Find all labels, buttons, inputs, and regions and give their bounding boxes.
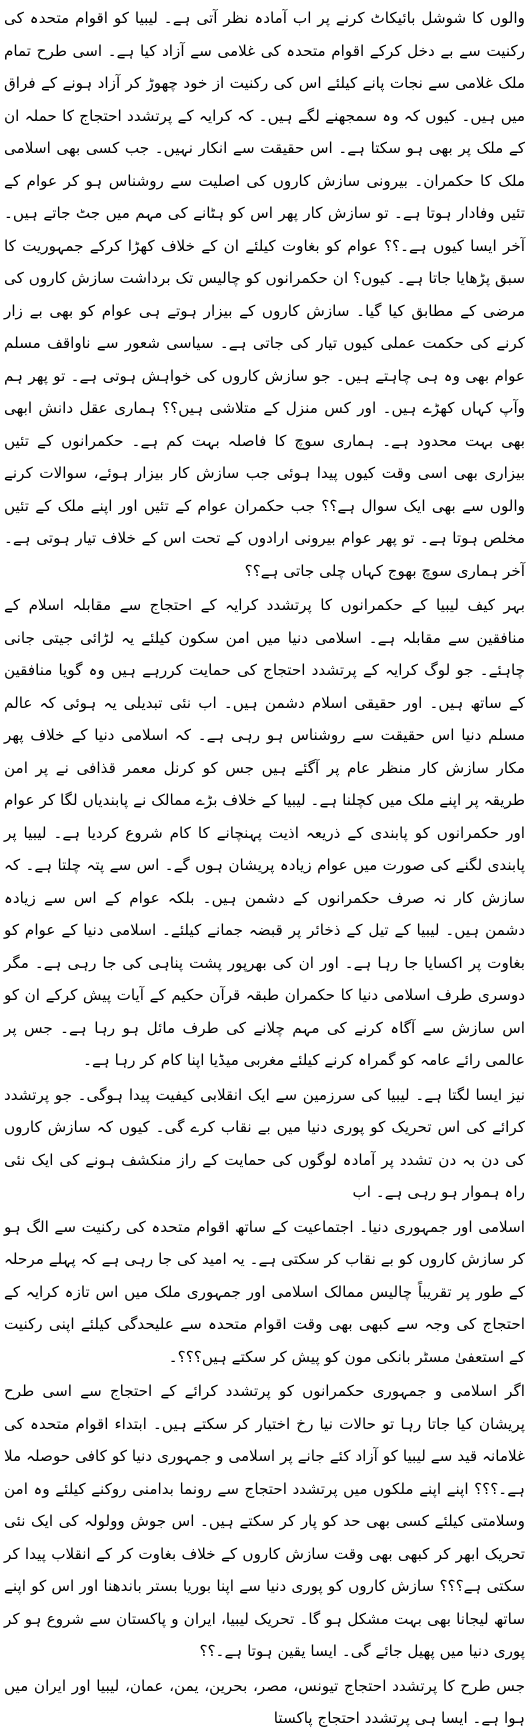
article-paragraph: اگر اسلامی و جمہوری حکمرانوں کو پرتشدد کرائے کے احتجاج سے اسی طرح پریشان کیا جاتا رہا تو حالات نیا رخ اختیار کر سکتے ہیں۔ ابتداء اقوام متحدہ کی غلامانہ قید سے لیبیا کو آزاد کئے جانے پر اسلامی و جمہوری دنیا کو کافی حوصلہ ملا ہے۔؟؟؟ اپنے اپنے ملکوں میں پرتشدد احتجاج سے رونما بدامنی روکنے کیلئے وہ امن وسلامتی کیلئے کسی بھی حد کو پار کر سکتے ہیں۔ اس جوش وولولہ کی ایک نئی تحریک ابھر کر کبھی بھی وقت سازش کاروں کے خلاف بغاوت کر کے انقلاب پیدا کر سکتی ہے؟؟؟ سازش کاروں کو پوری دنیا سے اپنا بوریا بستر باندھنا اور اس کو اپنے ساتھ لیجانا بھی بہت مشکل ہو گا۔ تحریک لیبیا، ایران و پاکستان سے شروع ہو کر پوری دنیا میں پھیل جائے گی۔ ایسا یقین ہوتا ہے۔؟؟ [4,1382,525,1660]
article-paragraph: جس طرح کا پرتشدد احتجاج تیونس، مصر، بحرین، یمن، عمان، لیبیا اور ایران میں ہوا ہے۔ ایسا ہی پرتشدد احتجاج پاکستا [4,1676,525,1727]
article-page [4,2,525,1727]
article-paragraph: والوں کا شوشل بائیکاٹ کرنے پر اب آمادہ نظر آتی ہے۔ لیبیا کو اقوام متحدہ کی رکنیت سے بے دخل کرکے اقوام متحدہ کی غلامی سے آزاد کیا ہے۔ اسی طرح تمام ملک غلامی سے نجات پانے کیلئے اس کی رکنیت از خود چھوڑ کر آزاد ہونے کے فراق میں ہیں۔ کیوں کہ وہ سمجھنے لگے ہیں۔ کہ کرایہ کے پرتشدد احتجاج کا حملہ ان کے ملک پر بھی ہو سکتا ہے۔ اس حقیقت سے انکار نہیں۔ جب کسی بھی اسلامی ملک کا حکمران۔ بیرونی سازش کاروں کی اصلیت سے روشناس ہو کر عوام کے تئیں وفادار ہوتا ہے۔ تو سازش کار پھر اس کو ہٹانے کی مہم میں جٹ جاتے ہیں۔ آخر ایسا کیوں ہے۔؟؟ عوام کو بغاوت کیلئے ان کے خلاف کھڑا کرکے جمہوریت کا سبق پڑھایا جاتا ہے۔ کیوں؟ ان حکمرانوں کو چالیس تک برداشت سازش کاروں کی مرضی کے مطابق کیا گیا۔ سازش کاروں کے بیزار ہوتے ہی عوام کو بھی بے زار کرنے کی حکمت عملی کیوں تیار کی جاتی ہے۔ سیاسی شعور سے ناواقف مسلم عوام بھی وہ ہی چاہتے ہیں۔ جو سازش کاروں کی خواہش ہوتی ہے۔ تو پھر ہم وآپ کہاں کھڑے ہیں۔ اور کس منزل کے متلاشی ہیں؟؟ ہماری عقل دانش ابھی بھی بہت محدود ہے۔ ہماری سوچ کا فاصلہ بہت کم ہے۔ حکمرانوں کے تئیں بیزاری بھی اسی وقت کیوں پیدا ہوئی جب سازش کار بیزار ہوئے، سوالات کرنے والوں سے بھی ایک سوال ہے؟؟ جب حکمران عوام کے تئیں اور اپنے ملک کے تئیں مخلص ہوتا ہے۔ تو پھر عوام بیرونی ارادوں کے تحت اس کے خلاف تیار ہوتی ہے۔ آخر ہماری سوچ بھوج کہاں چلی جاتی ہے؟؟ [4,9,525,580]
article-paragraph: بہر کیف لیبیا کے حکمرانوں کا پرتشدد کرایہ کے احتجاج سے مقابلہ اسلام کے منافقین سے مقابلہ ہے۔ اسلامی دنیا میں امن سکون کیلئے یہ لڑائی جیتی جانی چاہئے۔ جو لوگ کرایہ کے پرتشدد احتجاج کی حمایت کررہے ہیں وہ گویا منافقین کے ساتھ ہیں۔ اور حقیقی اسلام دشمن ہیں۔ اب نئی تبدیلی یہ ہوئی کہ عالم مسلم دنیا اس حقیقت سے روشناس ہو رہی ہے۔ کہ اسلامی دنیا کے خلاف پھر مکار سازش کار منظر عام پر آگئے ہیں جس کو کرنل معمر قذافی نے پر امن طریقہ پر اپنے ملک میں کچلنا ہے۔ لیبیا کے خلاف بڑے ممالک نے پابندیاں لگا کر عوام اور حکمرانوں کو پابندی کے ذریعہ اذیت پہنچانے کا کام شروع کردیا ہے۔ لیبیا پر پابندی لگنے کی صورت میں عوام زیادہ پریشان ہوں گے۔ اس سے پتہ چلتا ہے۔ کہ سازش کار نہ صرف حکمرانوں کے دشمن ہیں۔ بلکہ عوام کے اس سے زیادہ دشمن ہیں۔ لیبیا کے تیل کے ذخائر پر قبضہ جمانے کیلئے۔ اسلامی دنیا کے عوام کو بغاوت پر اکسایا جا رہا ہے۔ اور ان کی بھرپور پشت پناہی کی جا رہی ہے۔ مگر دوسری طرف اسلامی دنیا کا حکمران طبقہ قرآن حکیم کے آیات پیش کرکے ان کو اس سازش سے آگاہ کرنے کی مہم چلانے کی طرف مائل ہو رہا ہے۔ جس پر عالمی رائے عامہ کو گمراہ کرنے کیلئے مغربی میڈیا اپنا کام کر رہا ہے۔ [4,596,525,1069]
article-paragraph: نیز ایسا لگتا ہے۔ لیبیا کی سرزمین سے ایک انقلابی کیفیت پیدا ہوگی۔ جو پرتشدد کرائے کی اس تحریک کو پوری دنیا میں بے نقاب کرے گی۔ کیوں کہ سازش کاروں کی دن بہ دن تشدد پر آمادہ لوگوں کی حمایت کے راز منکشف ہونے کی ایک نئی راہ ہموار ہو رہی ہے۔ اب [4,1085,525,1201]
article-paragraph: اسلامی اور جمہوری دنیا۔ اجتماعیت کے ساتھ اقوام متحدہ کی رکنیت سے الگ ہو کر سازش کاروں کو بے نقاب کر سکتی ہے۔ یہ امید کی جا رہی ہے کہ پہلے مرحلہ کے طور پر تقریباً چالیس ممالک اسلامی اور جمہوری ملک میں اس تازہ کرایہ کے احتجاج کی وجہ سے کبھی بھی وقت اقوام متحدہ سے علیحدگی کیلئے اپنی رکنیت کے استعفیٰ مسٹر بانکی مون کو پیش کر سکتے ہیں؟؟؟۔ [4,1217,525,1366]
